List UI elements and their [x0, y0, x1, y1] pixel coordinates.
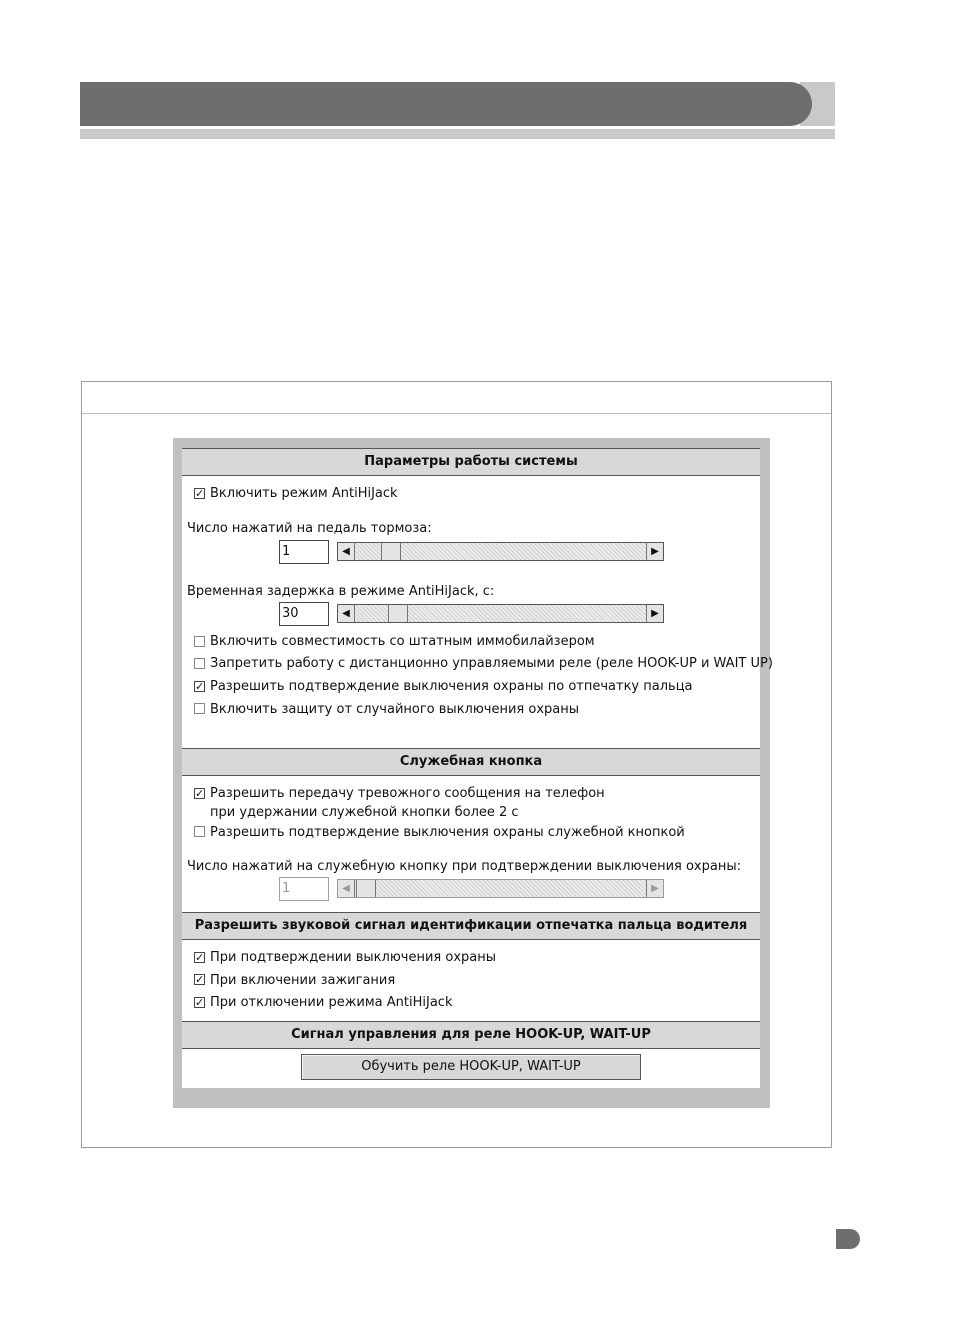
arrow-left-icon[interactable]: ◀ — [338, 880, 355, 897]
slider-thumb[interactable] — [381, 543, 401, 560]
service-presses-slider[interactable] — [337, 879, 664, 898]
check-icon: ✓ — [195, 487, 205, 500]
alarm-sms-label-line1: Разрешить передачу тревожного сообщения на телефон — [210, 786, 605, 801]
sound-disarm-label: При подтверждении выключения охраны — [210, 950, 496, 965]
service-button-confirm-checkbox[interactable] — [194, 826, 205, 837]
settings-panel — [182, 448, 773, 1088]
brake-presses-label: Число нажатий на педаль тормоза: — [187, 521, 432, 536]
alarm-sms-checkbox[interactable] — [194, 788, 205, 799]
antihijack-checkbox[interactable] — [194, 488, 205, 499]
delay-input[interactable]: 30 — [279, 602, 329, 626]
service-presses-input[interactable]: 1 — [279, 877, 329, 901]
service-presses-label: Число нажатий на служебную кнопку при подтверждении выключения охраны: — [187, 859, 741, 874]
check-icon: ✓ — [195, 787, 205, 800]
immobilizer-compat-checkbox[interactable] — [194, 636, 205, 647]
delay-label: Временная задержка в режиме AntiHiJack, с: — [187, 584, 495, 599]
page-header-underline — [80, 129, 835, 139]
brake-presses-slider[interactable] — [337, 542, 664, 561]
alarm-sms-label-line2: при удержании служебной кнопки более 2 с — [210, 805, 519, 820]
antihijack-label: Включить режим AntiHiJack — [210, 486, 398, 501]
page-header-bar — [80, 82, 812, 126]
arrow-right-icon[interactable]: ▶ — [646, 880, 663, 897]
check-icon: ✓ — [195, 951, 205, 964]
sound-antihijack-off-label: При отключении режима AntiHiJack — [210, 995, 453, 1010]
accidental-disarm-protection-checkbox[interactable] — [194, 703, 205, 714]
slider-thumb[interactable] — [388, 605, 408, 622]
arrow-right-icon[interactable]: ▶ — [646, 605, 663, 622]
brake-presses-input[interactable]: 1 — [279, 540, 329, 564]
arrow-right-icon[interactable]: ▶ — [646, 543, 663, 560]
check-icon: ✓ — [195, 996, 205, 1009]
section-title-system-params: Параметры работы системы — [182, 448, 760, 476]
figure-frame-separator — [82, 413, 831, 414]
forbid-remote-relay-label: Запретить работу с дистанционно управляемыми реле (реле HOOK-UP и WAIT UP) — [210, 656, 773, 671]
train-relay-button[interactable]: Обучить реле HOOK-UP, WAIT-UP — [301, 1054, 641, 1080]
check-icon: ✓ — [195, 680, 205, 693]
sound-disarm-checkbox[interactable] — [194, 952, 205, 963]
forbid-remote-relay-checkbox[interactable] — [194, 658, 205, 669]
check-icon: ✓ — [195, 973, 205, 986]
section-title-relay-signal: Сигнал управления для реле HOOK-UP, WAIT-UP — [182, 1021, 760, 1049]
arrow-left-icon[interactable]: ◀ — [338, 605, 355, 622]
sound-antihijack-off-checkbox[interactable] — [194, 997, 205, 1008]
sound-ignition-label: При включении зажигания — [210, 973, 396, 988]
page-corner-tab — [836, 1229, 860, 1249]
fingerprint-confirm-checkbox[interactable] — [194, 681, 205, 692]
service-button-confirm-label: Разрешить подтверждение выключения охраны служебной кнопкой — [210, 825, 685, 840]
delay-slider[interactable] — [337, 604, 664, 623]
immobilizer-compat-label: Включить совместимость со штатным иммобилайзером — [210, 634, 595, 649]
accidental-disarm-protection-label: Включить защиту от случайного выключения охраны — [210, 702, 580, 717]
section-title-sound-signal: Разрешить звуковой сигнал идентификации отпечатка пальца водителя — [182, 912, 760, 940]
slider-thumb[interactable] — [356, 880, 376, 897]
arrow-left-icon[interactable]: ◀ — [338, 543, 355, 560]
settings-dialog — [173, 438, 773, 1108]
section-title-service-button: Служебная кнопка — [182, 748, 760, 776]
fingerprint-confirm-label: Разрешить подтверждение выключения охраны по отпечатку пальца — [210, 679, 693, 694]
sound-ignition-checkbox[interactable] — [194, 974, 205, 985]
